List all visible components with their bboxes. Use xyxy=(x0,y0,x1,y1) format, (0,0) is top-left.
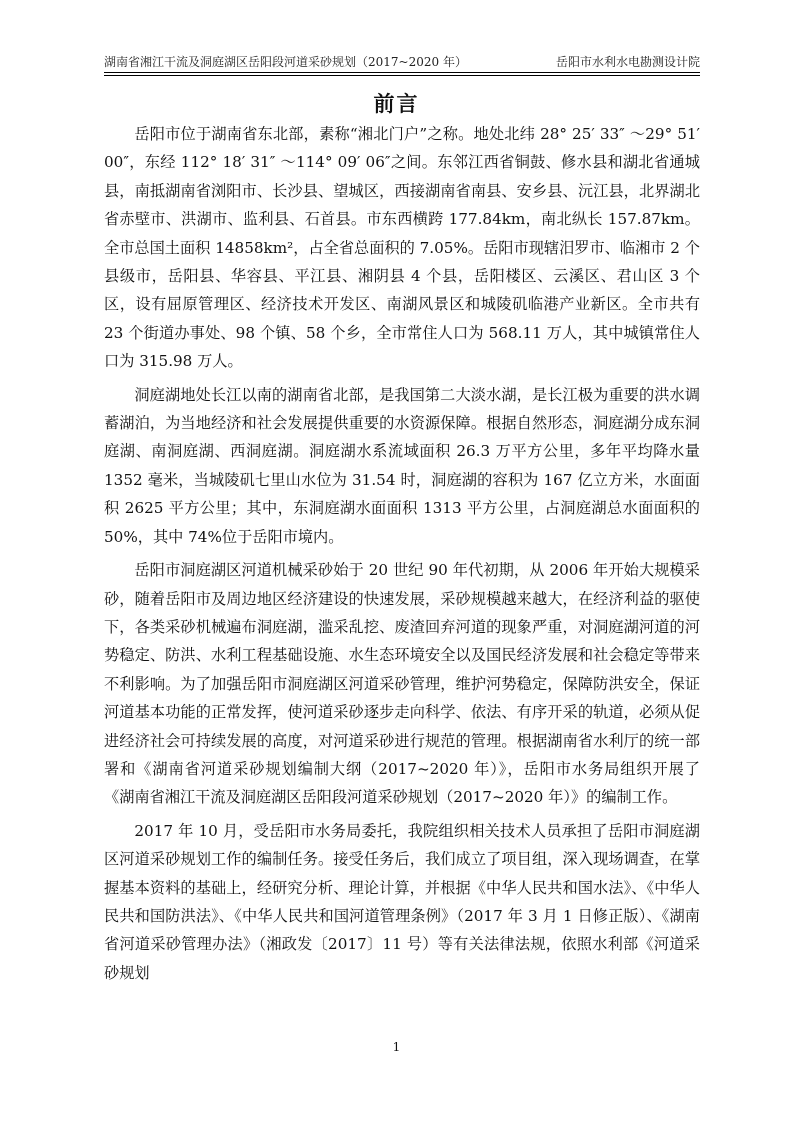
header-document-title: 湖南省湘江干流及洞庭湖区岳阳段河道采砂规划（2017~2020 年） xyxy=(104,55,467,69)
header-divider xyxy=(104,75,700,76)
paragraph: 岳阳市位于湖南省东北部，素称“湘北门户”之称。地处北纬 28° 25′ 33″ ～29° 51′ 00″，东经 112° 18′ 31″ ～114° 09′ 06″之间。东邻江西省铜鼓、修水县和湖北省通城县，南抵湖南省浏阳市、长沙县、望城区，西接湖南省南县、安乡县、沅江县，北界湖北省赤壁市、洪湖市、监利县、石首县。市东西横跨 177.84km，南北纵长 157.87km。全市总国土面积 14858km²，占全省总面积的 7.05%。岳阳市现辖汨罗市、临湘市 2 个县级市，岳阳县、华容县、平江县、湘阴县 4 个县，岳阳楼区、云溪区、君山区 3 个区，设有屈原管理区、经济技术开发区、南湖风景区和城陵矶临港产业新区。全市共有 23 个街道办事处、98 个镇、58 个乡，全市常住人口为 568.11 万人，其中城镇常住人口为 315.98 万人。 xyxy=(104,125,700,371)
header-organization: 岳阳市水利水电勘测设计院 xyxy=(555,55,700,69)
paragraph: 2017 年 10 月，受岳阳市水务局委托，我院组织相关技术人员承担了岳阳市洞庭湖区河道采砂规划工作的编制任务。接受任务后，我们成立了项目组，深入现场调查，在掌握基本资料的基础上，经研究分析、理论计算，并根据《中华人民共和国水法》、《中华人民共和国防洪法》、《中华人民共和国河道管理条例》（2017 年 3 月 1 日修正版）、《湖南省河道采砂管理办法》（湘政发〔2017〕11 号）等有关法律法规，依照水利部《河道采砂规划 xyxy=(104,821,700,982)
document-body xyxy=(104,120,700,992)
paragraph: 洞庭湖地处长江以南的湖南省北部，是我国第二大淡水湖，是长江极为重要的洪水调蓄湖泊，为当地经济和社会发展提供重要的水资源保障。根据自然形态，洞庭湖分成东洞庭湖、南洞庭湖、西洞庭湖。洞庭湖水系流域面积 26.3 万平方公里，多年平均降水量 1352 毫米，当城陵矶七里山水位为 31.54 时，洞庭湖的容积为 167 亿立方米，水面面积 2625 平方公里；其中，东洞庭湖水面面积 1313 平方公里，占洞庭湖总水面面积的 50%，其中 74%位于岳阳市境内。 xyxy=(104,385,700,546)
page-header xyxy=(104,55,700,73)
page-number: 1 xyxy=(392,1040,401,1054)
paragraph: 岳阳市洞庭湖区河道机械采砂始于 20 世纪 90 年代初期，从 2006 年开始大规模采砂，随着岳阳市及周边地区经济建设的快速发展，采砂规模越来越大，在经济利益的驱使下，各类采砂机械遍布洞庭湖，滥采乱挖、废渣回弃河道的现象严重，对洞庭湖河道的河势稳定、防洪、水利工程基础设施、水生态环境安全以及国民经济发展和社会稳定等带来不利影响。为了加强岳阳市洞庭湖区河道采砂管理，维护河势稳定，保障防洪安全，保证河道基本功能的正常发挥，使河道采砂逐步走向科学、依法、有序开采的轨道，必须从促进经济社会可持续发展的高度，对河道采砂进行规范的管理。根据湖南省水利厅的统一部署和《湖南省河道采砂规划编制大纲（2017~2020 年）》，岳阳市水务局组织开展了《湖南省湘江干流及洞庭湖区岳阳段河道采砂规划（2017~2020 年）》的编制工作。 xyxy=(104,561,700,807)
page-title: 前言 xyxy=(373,92,420,116)
